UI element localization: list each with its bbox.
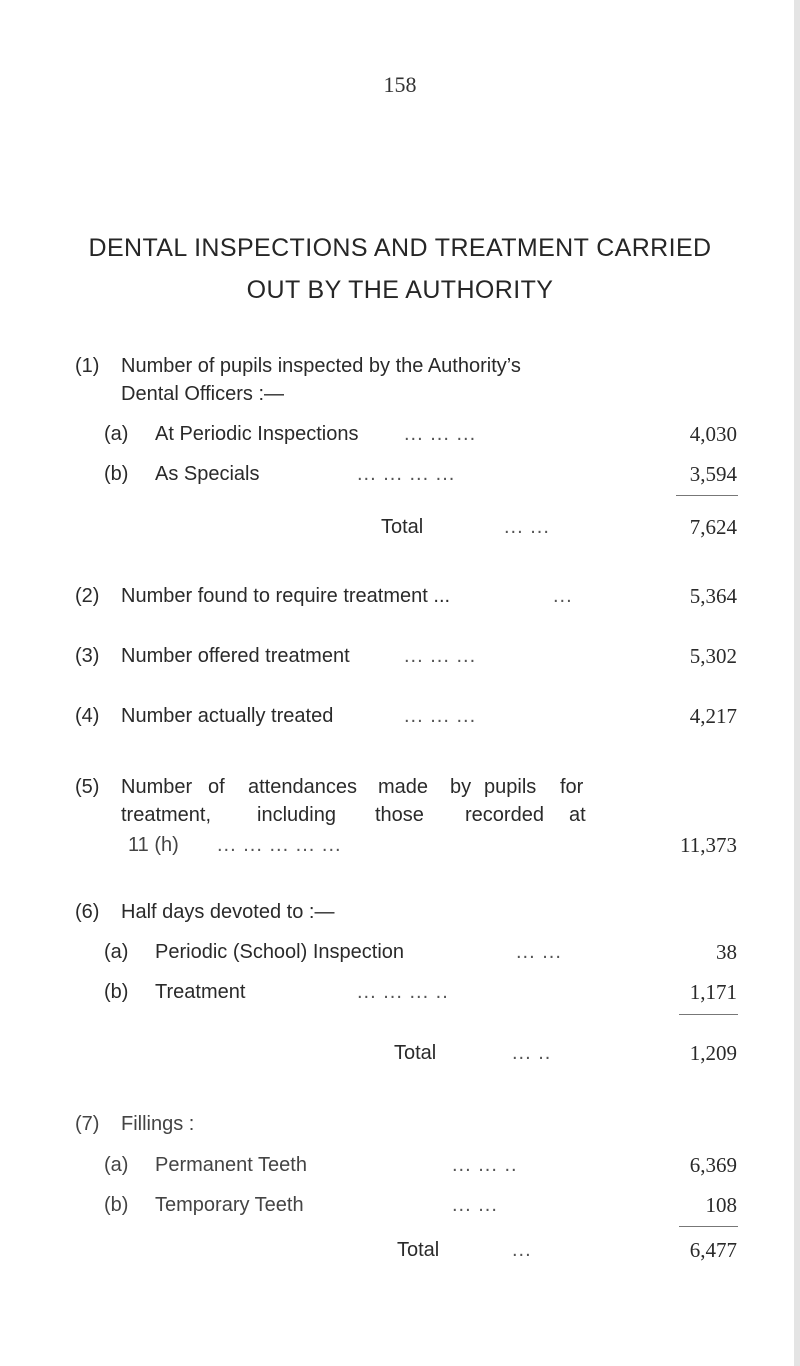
item-1-total-value: 7,624 [689, 515, 737, 539]
item-6a-value: 38 [716, 940, 737, 964]
item-7b-value: 108 [705, 1193, 737, 1217]
item-1-total-dots: ... ... [504, 516, 550, 538]
item-7-sum-rule [679, 1226, 738, 1227]
item-4-dots: ... ... ... [404, 705, 477, 727]
item-7-label: Fillings : [121, 1113, 195, 1135]
item-7a-letter: (a) [104, 1154, 129, 1176]
item-6-total-label: Total [394, 1042, 437, 1064]
item-7a-dots: ... ... .. [452, 1154, 518, 1176]
item-6-total-value: 1,209 [689, 1041, 737, 1065]
item-5-word-6: pupils [484, 776, 537, 798]
item-3-dots: ... ... ... [404, 645, 477, 667]
item-7b-label: Temporary Teeth [155, 1194, 304, 1216]
item-5-word-3: attendances [248, 776, 357, 798]
item-1-label-line-2: Dental Officers :— [121, 383, 285, 405]
item-6b-label: Treatment [155, 981, 246, 1003]
item-3-value: 5,302 [689, 644, 737, 668]
item-6-label: Half days devoted to :— [121, 901, 335, 923]
item-5-word-12: at [569, 804, 586, 826]
item-5-word-5: by [450, 776, 472, 798]
item-7a-value: 6,369 [689, 1153, 737, 1177]
item-2-value: 5,364 [689, 584, 737, 608]
page-edge [794, 0, 800, 1366]
item-5-word-9: including [257, 804, 336, 826]
title-line-2: OUT BY THE AUTHORITY [246, 276, 554, 304]
item-2-label: Number found to require treatment ... [121, 585, 451, 607]
item-2-dots: ... [553, 585, 573, 607]
title-line-1: DENTAL INSPECTIONS AND TREATMENT CARRIED [88, 234, 712, 262]
item-1b-letter: (b) [104, 463, 129, 485]
item-1-total-label: Total [381, 516, 424, 538]
item-1b-dots: ... ... ... ... [357, 463, 456, 485]
item-5-word-2: of [208, 776, 225, 798]
item-1b-label: As Specials [155, 463, 260, 485]
item-7-total-label: Total [397, 1239, 440, 1261]
item-7b-dots: ... ... [452, 1194, 498, 1216]
item-6-total-dots: ... .. [512, 1042, 552, 1064]
item-6b-dots: ... ... ... .. [357, 981, 449, 1003]
item-1-label-line-1: Number of pupils inspected by the Authority’s [121, 355, 521, 377]
item-3-number: (3) [75, 645, 100, 667]
item-7b-letter: (b) [104, 1194, 129, 1216]
item-6a-label: Periodic (School) Inspection [155, 941, 405, 963]
item-4-number: (4) [75, 705, 100, 727]
item-4-label: Number actually treated [121, 705, 334, 727]
item-1-sum-rule [676, 495, 738, 496]
item-5-dots: ... ... ... ... ... [217, 834, 342, 856]
item-1a-label: At Periodic Inspections [155, 423, 359, 445]
item-5-word-7: for [560, 776, 584, 798]
item-7-total-value: 6,477 [689, 1238, 737, 1262]
item-5-line-3: 11 (h) [128, 834, 179, 856]
item-5-word-1: Number [121, 776, 193, 798]
item-5-word-4: made [378, 776, 429, 798]
item-4-value: 4,217 [689, 704, 737, 728]
item-6b-value: 1,171 [689, 980, 737, 1004]
item-1a-letter: (a) [104, 423, 129, 445]
item-5-word-8: treatment, [121, 804, 212, 826]
item-7a-label: Permanent Teeth [155, 1154, 307, 1176]
item-1a-value: 4,030 [689, 422, 737, 446]
item-1-number: (1) [75, 355, 100, 377]
item-2-number: (2) [75, 585, 100, 607]
page-number: 158 [383, 72, 417, 97]
item-5-word-11: recorded [465, 804, 544, 826]
item-1a-dots: ... ... ... [404, 423, 477, 445]
item-5-word-10: those [375, 804, 424, 826]
item-7-number: (7) [75, 1113, 100, 1135]
item-1b-value: 3,594 [689, 462, 737, 486]
item-6-number: (6) [75, 901, 100, 923]
item-5-number: (5) [75, 776, 100, 798]
item-5-value: 11,373 [680, 833, 737, 857]
item-6b-letter: (b) [104, 981, 129, 1003]
item-6a-letter: (a) [104, 941, 129, 963]
item-7-total-dots: ... [512, 1239, 532, 1261]
item-6a-dots: ... ... [516, 941, 562, 963]
item-3-label: Number offered treatment [121, 645, 350, 667]
item-6-sum-rule [679, 1014, 738, 1015]
